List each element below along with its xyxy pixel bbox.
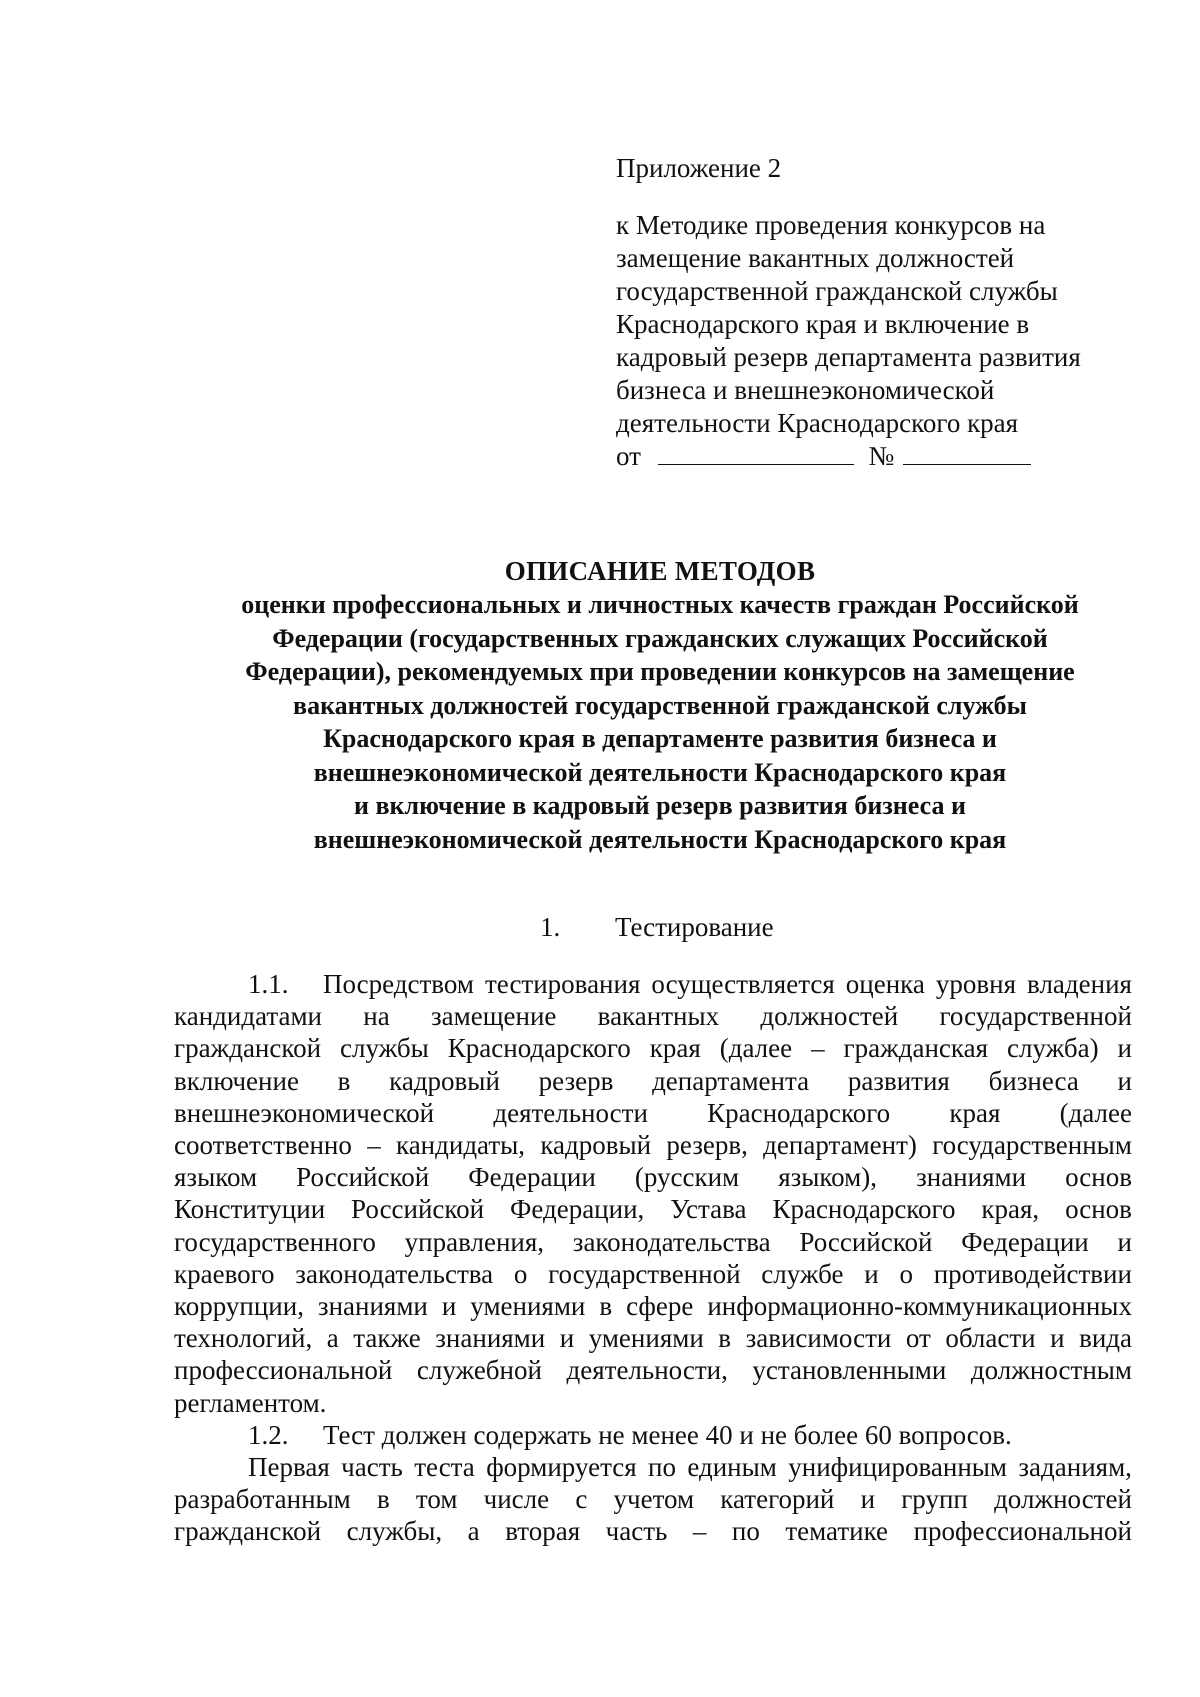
paragraph-line: языком Российской Федерации (русским языком), знаниями основ: [174, 1162, 1132, 1193]
number-sign: №: [868, 441, 895, 471]
section-heading: [540, 911, 774, 944]
annex-line: Краснодарского края и включение в: [616, 309, 1030, 339]
date-blank: [658, 442, 854, 465]
section-title: Тестирование: [615, 912, 774, 942]
body-text: [174, 968, 1132, 1548]
paragraph-line: [174, 1419, 1132, 1451]
paragraph-line: кандидатами на замещение вакантных должностей государственной: [174, 1001, 1132, 1032]
date-prefix: от: [616, 441, 641, 471]
section-number: 1.: [540, 912, 561, 942]
heading-line: внешнеэкономической деятельности Краснодарского края: [313, 824, 1007, 854]
heading-line: вакантных должностей государственной гражданской службы: [293, 690, 1027, 720]
heading-line: и включение в кадровый резерв развития бизнеса и: [354, 791, 966, 820]
paragraph-line: внешнеэкономической деятельности Краснодарского края (далее: [174, 1097, 1132, 1128]
heading-line: Федерации (государственных гражданских служащих Российской: [272, 623, 1048, 653]
paragraph-number: 1.2.: [248, 1419, 289, 1450]
paragraph-line: Конституции Российской Федерации, Устава Краснодарского края, основ: [174, 1194, 1132, 1225]
annex-line: деятельности Краснодарского края: [616, 408, 1019, 438]
paragraph-line: краевого законодательства о государственной службе и о противодействии: [174, 1258, 1132, 1289]
heading-line: оценки профессиональных и личностных качеств граждан Российской: [241, 590, 1079, 619]
annex-line: бизнеса и внешнеэкономической: [616, 375, 995, 405]
paragraph-text: Посредством тестирования осуществляется оценка уровня владения: [323, 969, 1132, 999]
annex-line: государственной гражданской службы: [616, 276, 1058, 306]
heading-line: Краснодарского края в департаменте развития бизнеса и: [323, 724, 997, 753]
annex-line: замещение вакантных должностей: [616, 243, 1015, 273]
paragraph-line: регламентом.: [174, 1387, 327, 1418]
paragraph-text: Тест должен содержать не менее 40 и не более 60 вопросов.: [323, 1419, 1012, 1450]
heading-subtitle: [160, 588, 1160, 856]
paragraph-line: Первая часть теста формируется по единым унифицированным заданиям,: [248, 1452, 1132, 1483]
paragraph-line: включение в кадровый резерв департамента развития бизнеса и: [174, 1065, 1132, 1096]
heading-title: ОПИСАНИЕ МЕТОДОВ: [504, 556, 816, 586]
paragraph-line: разработанным в том числе с учетом категорий и групп должностей: [174, 1484, 1132, 1515]
paragraph-line: коррупции, знаниями и умениями в сфере информационно-коммуникационных: [174, 1291, 1132, 1322]
document-heading: [160, 555, 1160, 856]
paragraph-line: государственного управления, законодательства Российской Федерации и: [174, 1226, 1132, 1257]
paragraph-line: [174, 968, 1132, 1000]
paragraph-line: гражданской службы, а вторая часть – по тематике профессиональной: [174, 1516, 1132, 1547]
paragraph-number: 1.1.: [248, 969, 289, 999]
heading-line: внешнеэкономической деятельности Краснодарского края: [313, 757, 1007, 787]
annex-title: Приложение 2: [616, 153, 782, 183]
paragraph-line: технологий, а также знаниями и умениями в зависимости от области и вида: [174, 1323, 1132, 1354]
annex-block: [616, 152, 1116, 473]
heading-line: Федерации), рекомендуемых при проведении конкурсов на замещение: [245, 657, 1075, 686]
number-blank: [903, 442, 1031, 465]
annex-line: к Методике проведения конкурсов на: [616, 210, 1046, 240]
paragraph-line: профессиональной служебной деятельности, установленными должностным: [174, 1355, 1132, 1386]
paragraph-line: гражданской службы Краснодарского края (далее – гражданская служба) и: [174, 1033, 1132, 1064]
paragraph-line: соответственно – кандидаты, кадровый резерв, департамент) государственным: [174, 1130, 1132, 1161]
annex-line: кадровый резерв департамента развития: [616, 342, 1081, 372]
annex-date-number-line: [616, 440, 1116, 473]
